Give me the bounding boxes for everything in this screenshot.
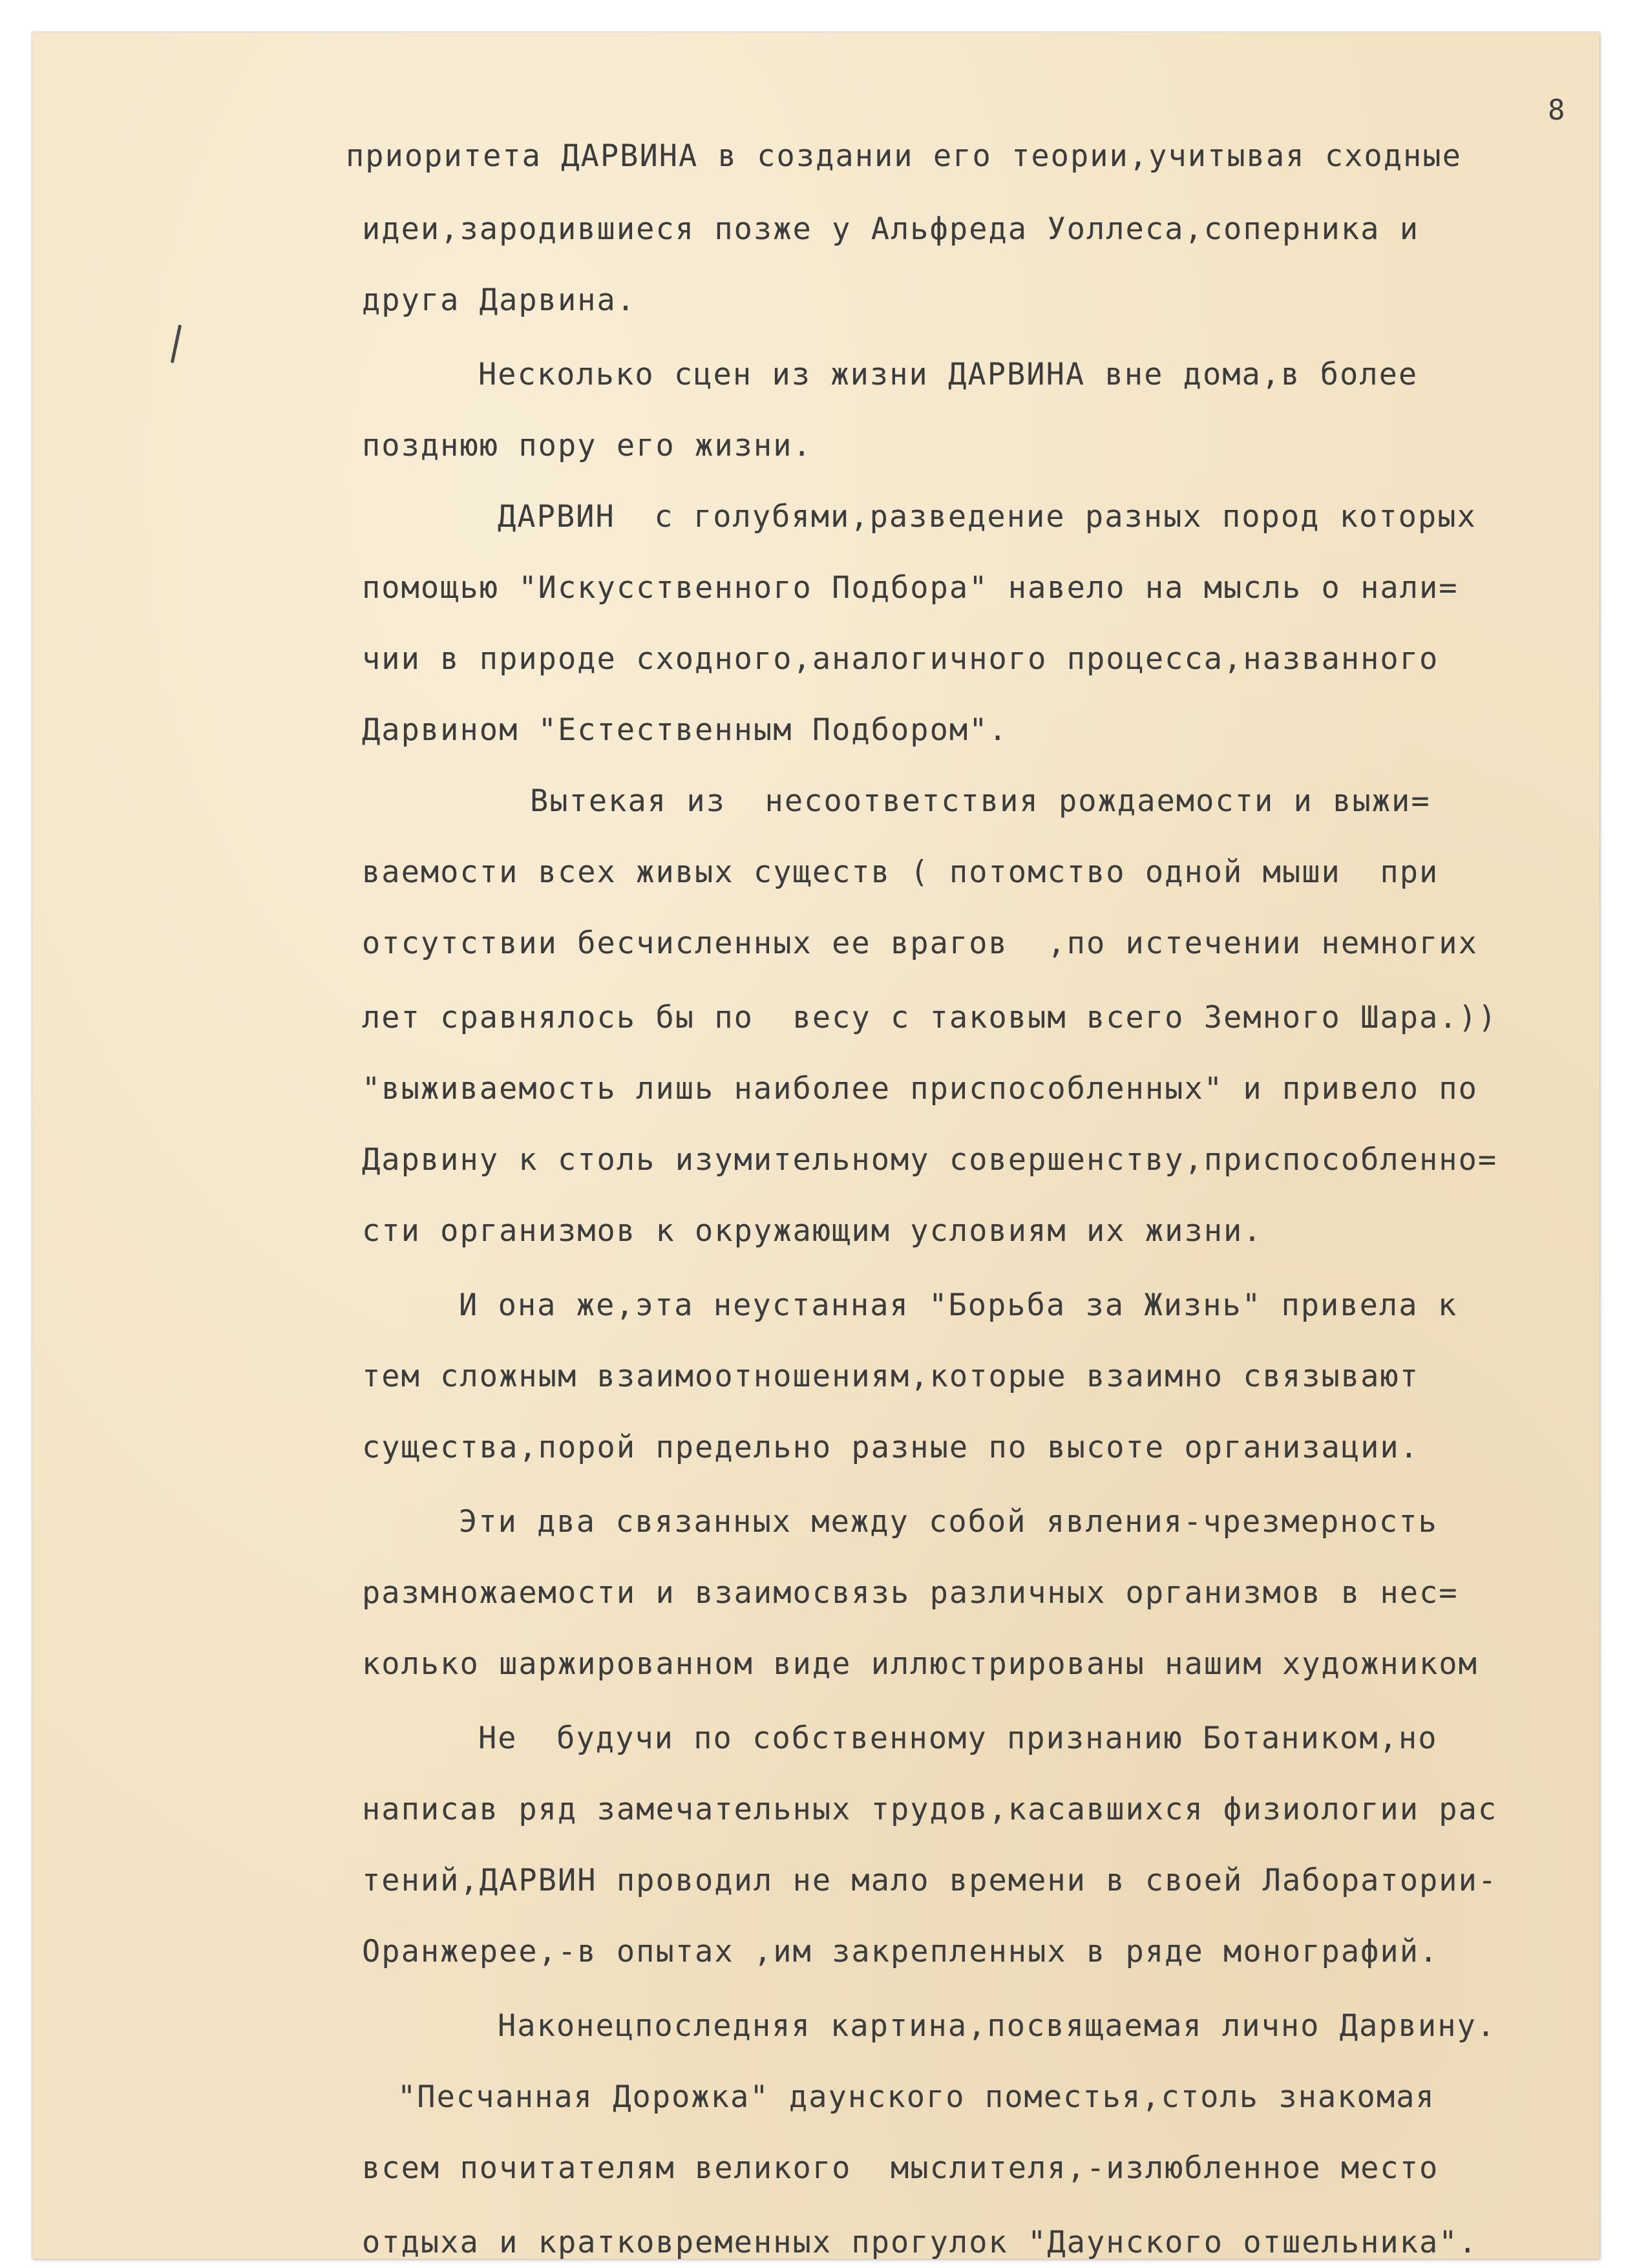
- text-line: Оранжерее,-в опытах ,им закрепленных в ряде монографий.: [362, 1934, 1439, 1969]
- text-line: отсутствии бесчисленных ее врагов ,по истечении немногих: [362, 926, 1478, 961]
- text-line: всем почитателям великого мыслителя,-излюбленное место: [362, 2150, 1439, 2186]
- text-line: И она же,эта неустанная "Борьба за Жизнь" привела к: [459, 1288, 1458, 1323]
- page-number: 8: [1548, 94, 1565, 127]
- text-line: Дарвином "Естественным Подбором".: [362, 712, 1008, 748]
- text-line: Наконецпоследняя картина,посвящаемая лично Дарвину.: [498, 2008, 1497, 2044]
- typed-text-body: [32, 32, 1600, 2259]
- text-line: позднюю пору его жизни.: [362, 428, 812, 463]
- text-line: Вытекая из несоответствия рождаемости и выжи=: [530, 783, 1431, 819]
- text-line: Не будучи по собственному признанию Ботаником,но: [478, 1721, 1438, 1756]
- text-line: размножаемости и взаимосвязь различных организмов в нес=: [362, 1575, 1459, 1611]
- text-line: "Песчанная Дорожка" даунского поместья,столь знакомая: [397, 2079, 1435, 2115]
- text-line: тем сложным взаимоотношениям,которые взаимно связывают: [362, 1359, 1420, 1394]
- text-line: отдыха и кратковременных прогулок "Даунского отшельника".: [362, 2225, 1478, 2260]
- text-line: Эти два связанных между собой явления-чрезмерность: [459, 1504, 1438, 1540]
- text-line: сти организмов к окружающим условиям их жизни.: [362, 1213, 1263, 1249]
- text-line: Несколько сцен из жизни ДАРВИНА вне дома,в более: [478, 357, 1419, 392]
- text-line: колько шаржированном виде иллюстрированы нашим художником: [362, 1646, 1478, 1682]
- text-line: существа,порой предельно разные по высоте организации.: [362, 1430, 1420, 1465]
- text-line: "выживаемость лишь наиболее приспособленных" и привело по: [362, 1071, 1478, 1107]
- text-line: лет сравнялось бы по весу с таковым всего Земного Шара.)): [362, 1000, 1498, 1035]
- text-line: Дарвину к столь изумительному совершенству,приспособленно=: [362, 1142, 1498, 1178]
- text-line: написав ряд замечательных трудов,касавшихся физиологии рас: [362, 1792, 1498, 1827]
- text-line: ваемости всех живых существ ( потомство одной мыши при: [362, 854, 1439, 890]
- text-line: ДАРВИН с голубями,разведение разных пород которых: [498, 499, 1477, 535]
- text-line: приоритета ДАРВИНА в создании его теории,учитывая сходные: [346, 138, 1462, 174]
- text-line: тений,ДАРВИН проводил не мало времени в своей Лаборатории-: [362, 1863, 1498, 1898]
- text-line: помощью "Искусственного Подбора" навело на мысль о нали=: [362, 570, 1459, 606]
- text-line: чии в природе сходного,аналогичного процесса,названного: [362, 641, 1439, 677]
- text-line: идеи,зародившиеся позже у Альфреда Уоллеса,соперника и: [362, 211, 1420, 247]
- text-line: друга Дарвина.: [362, 282, 637, 318]
- document-sheet: [32, 32, 1600, 2259]
